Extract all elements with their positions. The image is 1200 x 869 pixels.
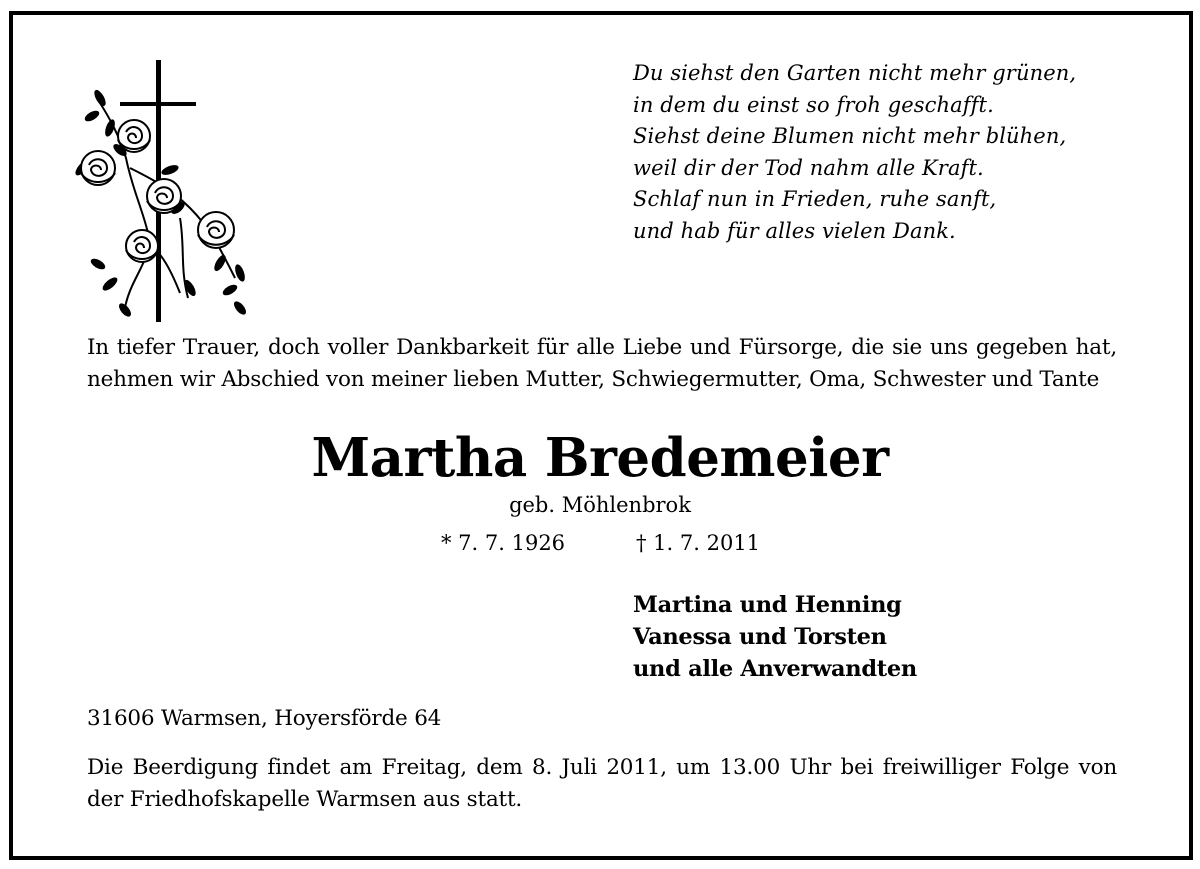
cross-with-roses-icon: [70, 58, 260, 326]
poem-line: Siehst deine Blumen nicht mehr blühen,: [633, 124, 1067, 148]
intro-paragraph: In tiefer Trauer, doch voller Dankbarkeit für alle Liebe und Fürsorge, die sie uns gegeben hat, nehmen wir Abschied von meiner lieben Mutter, Schwiegermutter, Oma, Schwester und Tante: [87, 335, 1117, 392]
poem-line: Schlaf nun in Frieden, ruhe sanft,: [633, 187, 997, 211]
deceased-name: Martha Bredemeier: [311, 427, 889, 489]
birth-date: * 7. 7. 1926: [441, 531, 566, 555]
mourner-line: Vanessa und Torsten: [633, 624, 887, 650]
maiden-name: geb. Möhlenbrok: [509, 493, 691, 517]
poem-line: und hab für alles vielen Dank.: [633, 218, 956, 243]
poem-line: Du siehst den Garten nicht mehr grünen,: [633, 61, 1077, 85]
poem-line: in dem du einst so froh geschafft.: [633, 92, 994, 117]
death-date: † 1. 7. 2011: [636, 531, 761, 555]
mourner-line: Martina und Henning: [633, 592, 902, 618]
mourner-line: und alle Anverwandten: [633, 656, 917, 682]
poem-line: weil dir der Tod nahm alle Kraft.: [633, 155, 984, 180]
family-address: 31606 Warmsen, Hoyersförde 64: [87, 706, 442, 731]
memorial-poem: [633, 58, 1153, 247]
mourners-list: [633, 589, 1133, 685]
funeral-notice: Die Beerdigung findet am Freitag, dem 8. Juli 2011, um 13.00 Uhr bei freiwilliger Folge von der Friedhofskapelle Warmsen aus statt.: [87, 755, 1117, 812]
